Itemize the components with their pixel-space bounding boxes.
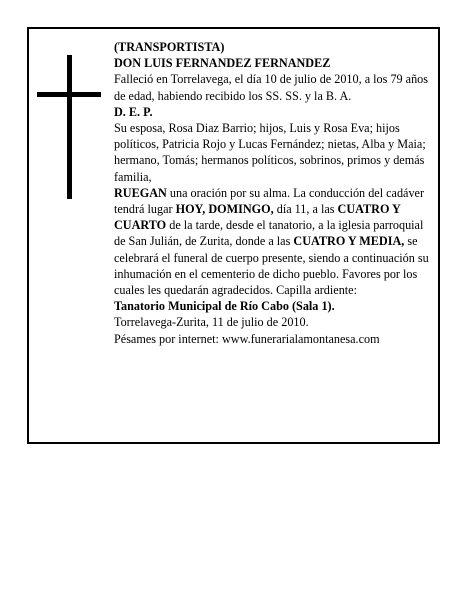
obituary-text	[114, 39, 434, 347]
request-text-3: de la tarde, desde el tanatorio, a la iglesia parroquial de San Julián, de Zurita, donde a las	[114, 218, 424, 249]
death-line: Falleció en Torrelavega, el día 10 de julio de 2010, a los 79 años de edad, habiendo recibido los SS. SS. y la B. A.	[114, 72, 429, 103]
ruegan-label: RUEGAN	[114, 185, 167, 200]
request-text-2: día 11, a las	[273, 202, 338, 217]
request-text-1: una oración por su alma. La conducción del cadáver tendrá lugar	[114, 185, 425, 217]
departure-time: CUATRO Y CUARTO	[114, 202, 401, 233]
cross-icon	[37, 55, 101, 199]
occupation: (TRANSPORTISTA)	[114, 40, 225, 54]
chapel-location: Tanatorio Municipal de Río Cabo (Sala 1).	[114, 299, 335, 314]
day-label: HOY, DOMINGO,	[175, 202, 274, 217]
cross-horizontal-bar	[37, 92, 101, 97]
obituary-notice	[27, 27, 440, 444]
deceased-name: DON LUIS FERNANDEZ FERNANDEZ	[114, 56, 331, 71]
request-paragraph	[114, 185, 434, 298]
request-text-4: se celebrará el funeral de cuerpo presente, siendo a continuación su inhumación en el cementerio de dicho pueblo. Favores por los cuales les quedarán agradecidos. Capilla ardiente:	[114, 234, 429, 298]
rip-line: D. E. P.	[114, 104, 153, 119]
cross-vertical-bar	[67, 55, 72, 199]
place-date: Torrelavega-Zurita, 11 de julio de 2010.	[114, 315, 309, 330]
funeral-time: CUATRO Y MEDIA,	[293, 234, 405, 249]
family-line: Su esposa, Rosa Diaz Barrio; hijos, Luis y Rosa Eva; hijos políticos, Patricia Rojo y Lucas Fernández; nietas, Alba y Maia; hermano, Tomás; hermanos políticos, sobrinos, primos y demás familia,	[114, 121, 426, 184]
condolences-line: Pésames por internet: www.funerarialamontanesa.com	[114, 331, 380, 346]
